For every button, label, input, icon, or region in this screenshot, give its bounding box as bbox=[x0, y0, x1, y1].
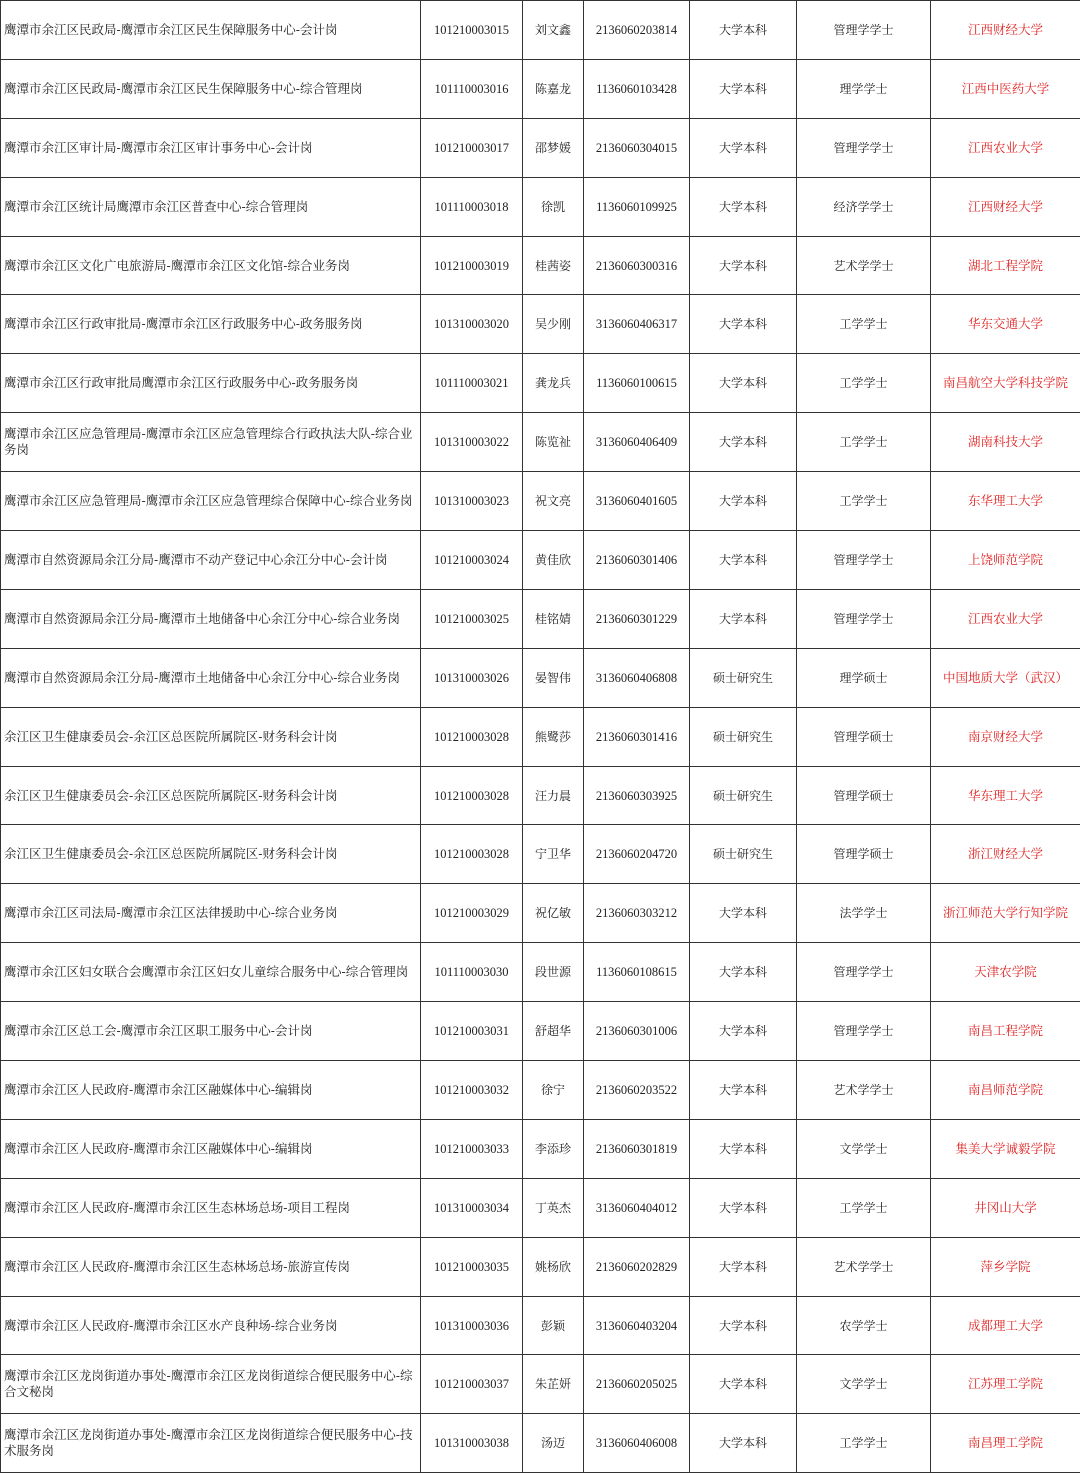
candidate-name-cell: 陈嘉龙 bbox=[523, 59, 584, 118]
education-cell: 大学本科 bbox=[690, 236, 797, 295]
position-cell: 鹰潭市余江区民政局-鹰潭市余江区民生保障服务中心-综合管理岗 bbox=[1, 59, 421, 118]
education-cell: 大学本科 bbox=[690, 589, 797, 648]
table-row bbox=[1, 1414, 1080, 1473]
position-code-cell: 101210003031 bbox=[421, 1002, 523, 1061]
exam-number-cell: 3136060406317 bbox=[584, 295, 690, 354]
position-cell: 余江区卫生健康委员会-余江区总医院所属院区-财务科会计岗 bbox=[1, 825, 421, 884]
table-row bbox=[1, 118, 1080, 177]
position-cell: 余江区卫生健康委员会-余江区总医院所属院区-财务科会计岗 bbox=[1, 766, 421, 825]
education-cell: 大学本科 bbox=[690, 531, 797, 590]
position-code-cell: 101210003032 bbox=[421, 1061, 523, 1120]
exam-number-cell: 2136060203814 bbox=[584, 1, 690, 60]
candidate-name-cell: 徐凯 bbox=[523, 177, 584, 236]
degree-cell: 艺术学学士 bbox=[797, 236, 931, 295]
candidate-name-cell: 吴少刚 bbox=[523, 295, 584, 354]
school-cell: 江西农业大学 bbox=[931, 118, 1080, 177]
table-row bbox=[1, 1237, 1080, 1296]
table-row bbox=[1, 1178, 1080, 1237]
school-cell: 南京财经大学 bbox=[931, 707, 1080, 766]
school-cell: 湖南科技大学 bbox=[931, 413, 1080, 472]
school-cell: 浙江财经大学 bbox=[931, 825, 1080, 884]
exam-number-cell: 2136060304015 bbox=[584, 118, 690, 177]
degree-cell: 艺术学学士 bbox=[797, 1237, 931, 1296]
position-cell: 鹰潭市余江区民政局-鹰潭市余江区民生保障服务中心-会计岗 bbox=[1, 1, 421, 60]
position-code-cell: 101210003029 bbox=[421, 884, 523, 943]
position-cell: 鹰潭市余江区审计局-鹰潭市余江区审计事务中心-会计岗 bbox=[1, 118, 421, 177]
candidate-name-cell: 刘文鑫 bbox=[523, 1, 584, 60]
exam-number-cell: 3136060406008 bbox=[584, 1414, 690, 1473]
table-row bbox=[1, 589, 1080, 648]
school-cell: 南昌航空大学科技学院 bbox=[931, 354, 1080, 413]
exam-number-cell: 3136060403204 bbox=[584, 1296, 690, 1355]
exam-number-cell: 2136060204720 bbox=[584, 825, 690, 884]
exam-number-cell: 1136060108615 bbox=[584, 943, 690, 1002]
position-code-cell: 101310003023 bbox=[421, 472, 523, 531]
exam-number-cell: 2136060202829 bbox=[584, 1237, 690, 1296]
position-code-cell: 101210003028 bbox=[421, 825, 523, 884]
table-row bbox=[1, 531, 1080, 590]
position-cell: 鹰潭市余江区行政审批局鹰潭市余江区行政服务中心-政务服务岗 bbox=[1, 354, 421, 413]
education-cell: 大学本科 bbox=[690, 472, 797, 531]
exam-number-cell: 2136060205025 bbox=[584, 1355, 690, 1414]
candidate-name-cell: 徐宁 bbox=[523, 1061, 584, 1120]
degree-cell: 艺术学学士 bbox=[797, 1061, 931, 1120]
school-cell: 华东交通大学 bbox=[931, 295, 1080, 354]
candidate-name-cell: 桂茜姿 bbox=[523, 236, 584, 295]
table-row bbox=[1, 648, 1080, 707]
exam-number-cell: 2136060303212 bbox=[584, 884, 690, 943]
table-row bbox=[1, 59, 1080, 118]
position-code-cell: 101110003018 bbox=[421, 177, 523, 236]
position-code-cell: 101210003037 bbox=[421, 1355, 523, 1414]
degree-cell: 工学学士 bbox=[797, 472, 931, 531]
position-code-cell: 101210003035 bbox=[421, 1237, 523, 1296]
education-cell: 大学本科 bbox=[690, 1296, 797, 1355]
position-cell: 鹰潭市余江区文化广电旅游局-鹰潭市余江区文化馆-综合业务岗 bbox=[1, 236, 421, 295]
position-cell: 鹰潭市余江区人民政府-鹰潭市余江区生态林场总场-旅游宣传岗 bbox=[1, 1237, 421, 1296]
position-cell: 鹰潭市余江区统计局鹰潭市余江区普查中心-综合管理岗 bbox=[1, 177, 421, 236]
candidate-name-cell: 祝文亮 bbox=[523, 472, 584, 531]
school-cell: 浙江师范大学行知学院 bbox=[931, 884, 1080, 943]
exam-number-cell: 2136060303925 bbox=[584, 766, 690, 825]
candidate-name-cell: 舒超华 bbox=[523, 1002, 584, 1061]
degree-cell: 工学学士 bbox=[797, 295, 931, 354]
degree-cell: 文学学士 bbox=[797, 1119, 931, 1178]
position-cell: 鹰潭市余江区人民政府-鹰潭市余江区融媒体中心-编辑岗 bbox=[1, 1119, 421, 1178]
table-row bbox=[1, 884, 1080, 943]
education-cell: 大学本科 bbox=[690, 1119, 797, 1178]
degree-cell: 管理学学士 bbox=[797, 1002, 931, 1061]
education-cell: 大学本科 bbox=[690, 1002, 797, 1061]
exam-number-cell: 1136060103428 bbox=[584, 59, 690, 118]
degree-cell: 管理学学士 bbox=[797, 1, 931, 60]
degree-cell: 农学学士 bbox=[797, 1296, 931, 1355]
education-cell: 大学本科 bbox=[690, 884, 797, 943]
school-cell: 上饶师范学院 bbox=[931, 531, 1080, 590]
position-cell: 鹰潭市自然资源局余江分局-鹰潭市土地储备中心余江分中心-综合业务岗 bbox=[1, 648, 421, 707]
candidate-name-cell: 黄佳欣 bbox=[523, 531, 584, 590]
candidate-name-cell: 邵梦媛 bbox=[523, 118, 584, 177]
school-cell: 萍乡学院 bbox=[931, 1237, 1080, 1296]
position-code-cell: 101310003036 bbox=[421, 1296, 523, 1355]
degree-cell: 管理学学士 bbox=[797, 943, 931, 1002]
exam-number-cell: 3136060401605 bbox=[584, 472, 690, 531]
position-code-cell: 101210003015 bbox=[421, 1, 523, 60]
school-cell: 江西中医药大学 bbox=[931, 59, 1080, 118]
position-code-cell: 101210003025 bbox=[421, 589, 523, 648]
position-cell: 余江区卫生健康委员会-余江区总医院所属院区-财务科会计岗 bbox=[1, 707, 421, 766]
table-row bbox=[1, 1002, 1080, 1061]
school-cell: 江西财经大学 bbox=[931, 1, 1080, 60]
table-row bbox=[1, 354, 1080, 413]
candidate-name-cell: 晏智伟 bbox=[523, 648, 584, 707]
position-code-cell: 101210003024 bbox=[421, 531, 523, 590]
table-row bbox=[1, 825, 1080, 884]
position-code-cell: 101310003038 bbox=[421, 1414, 523, 1473]
education-cell: 大学本科 bbox=[690, 59, 797, 118]
position-code-cell: 101310003034 bbox=[421, 1178, 523, 1237]
exam-number-cell: 1136060100615 bbox=[584, 354, 690, 413]
school-cell: 井冈山大学 bbox=[931, 1178, 1080, 1237]
position-code-cell: 101210003028 bbox=[421, 707, 523, 766]
degree-cell: 管理学硕士 bbox=[797, 707, 931, 766]
exam-number-cell: 2136060300316 bbox=[584, 236, 690, 295]
candidate-name-cell: 汤迈 bbox=[523, 1414, 584, 1473]
degree-cell: 工学学士 bbox=[797, 354, 931, 413]
exam-number-cell: 3136060406808 bbox=[584, 648, 690, 707]
candidate-name-cell: 朱芷妍 bbox=[523, 1355, 584, 1414]
education-cell: 大学本科 bbox=[690, 1414, 797, 1473]
table-row bbox=[1, 1296, 1080, 1355]
table-row bbox=[1, 413, 1080, 472]
position-code-cell: 101210003017 bbox=[421, 118, 523, 177]
position-code-cell: 101210003019 bbox=[421, 236, 523, 295]
education-cell: 大学本科 bbox=[690, 118, 797, 177]
school-cell: 东华理工大学 bbox=[931, 472, 1080, 531]
position-cell: 鹰潭市余江区龙岗街道办事处-鹰潭市余江区龙岗街道综合便民服务中心-综合文秘岗 bbox=[1, 1355, 421, 1414]
degree-cell: 法学学士 bbox=[797, 884, 931, 943]
position-cell: 鹰潭市余江区司法局-鹰潭市余江区法律援助中心-综合业务岗 bbox=[1, 884, 421, 943]
school-cell: 江西农业大学 bbox=[931, 589, 1080, 648]
degree-cell: 经济学学士 bbox=[797, 177, 931, 236]
position-cell: 鹰潭市余江区人民政府-鹰潭市余江区生态林场总场-项目工程岗 bbox=[1, 1178, 421, 1237]
exam-number-cell: 3136060406409 bbox=[584, 413, 690, 472]
education-cell: 大学本科 bbox=[690, 943, 797, 1002]
degree-cell: 工学学士 bbox=[797, 413, 931, 472]
school-cell: 华东理工大学 bbox=[931, 766, 1080, 825]
position-cell: 鹰潭市余江区龙岗街道办事处-鹰潭市余江区龙岗街道综合便民服务中心-技术服务岗 bbox=[1, 1414, 421, 1473]
table-row bbox=[1, 1061, 1080, 1120]
candidate-name-cell: 彭颖 bbox=[523, 1296, 584, 1355]
table-row bbox=[1, 943, 1080, 1002]
position-code-cell: 101110003016 bbox=[421, 59, 523, 118]
table-row bbox=[1, 236, 1080, 295]
position-cell: 鹰潭市自然资源局余江分局-鹰潭市土地储备中心余江分中心-综合业务岗 bbox=[1, 589, 421, 648]
degree-cell: 管理学硕士 bbox=[797, 766, 931, 825]
school-cell: 江苏理工学院 bbox=[931, 1355, 1080, 1414]
table-row bbox=[1, 1, 1080, 60]
school-cell: 天津农学院 bbox=[931, 943, 1080, 1002]
school-cell: 湖北工程学院 bbox=[931, 236, 1080, 295]
education-cell: 硕士研究生 bbox=[690, 648, 797, 707]
education-cell: 大学本科 bbox=[690, 413, 797, 472]
school-cell: 南昌工程学院 bbox=[931, 1002, 1080, 1061]
school-cell: 南昌师范学院 bbox=[931, 1061, 1080, 1120]
position-cell: 鹰潭市余江区应急管理局-鹰潭市余江区应急管理综合保障中心-综合业务岗 bbox=[1, 472, 421, 531]
candidate-name-cell: 丁英杰 bbox=[523, 1178, 584, 1237]
degree-cell: 工学学士 bbox=[797, 1414, 931, 1473]
degree-cell: 工学学士 bbox=[797, 1178, 931, 1237]
education-cell: 硕士研究生 bbox=[690, 707, 797, 766]
position-code-cell: 101110003030 bbox=[421, 943, 523, 1002]
degree-cell: 管理学学士 bbox=[797, 589, 931, 648]
school-cell: 南昌理工学院 bbox=[931, 1414, 1080, 1473]
exam-number-cell: 2136060301229 bbox=[584, 589, 690, 648]
candidate-name-cell: 熊鹭莎 bbox=[523, 707, 584, 766]
exam-number-cell: 2136060301819 bbox=[584, 1119, 690, 1178]
candidate-name-cell: 段世源 bbox=[523, 943, 584, 1002]
table-row bbox=[1, 766, 1080, 825]
candidate-name-cell: 龚龙兵 bbox=[523, 354, 584, 413]
exam-number-cell: 2136060301006 bbox=[584, 1002, 690, 1061]
degree-cell: 理学硕士 bbox=[797, 648, 931, 707]
position-code-cell: 101110003021 bbox=[421, 354, 523, 413]
table-row bbox=[1, 177, 1080, 236]
education-cell: 大学本科 bbox=[690, 295, 797, 354]
position-code-cell: 101310003020 bbox=[421, 295, 523, 354]
school-cell: 集美大学诚毅学院 bbox=[931, 1119, 1080, 1178]
position-code-cell: 101210003033 bbox=[421, 1119, 523, 1178]
position-cell: 鹰潭市余江区妇女联合会鹰潭市余江区妇女儿童综合服务中心-综合管理岗 bbox=[1, 943, 421, 1002]
candidate-name-cell: 祝亿敏 bbox=[523, 884, 584, 943]
school-cell: 成都理工大学 bbox=[931, 1296, 1080, 1355]
position-cell: 鹰潭市余江区总工会-鹰潭市余江区职工服务中心-会计岗 bbox=[1, 1002, 421, 1061]
education-cell: 大学本科 bbox=[690, 1061, 797, 1120]
exam-number-cell: 3136060404012 bbox=[584, 1178, 690, 1237]
degree-cell: 管理学学士 bbox=[797, 531, 931, 590]
exam-number-cell: 2136060301406 bbox=[584, 531, 690, 590]
candidate-name-cell: 陈览祉 bbox=[523, 413, 584, 472]
school-cell: 江西财经大学 bbox=[931, 177, 1080, 236]
table-row bbox=[1, 707, 1080, 766]
education-cell: 大学本科 bbox=[690, 177, 797, 236]
education-cell: 大学本科 bbox=[690, 1237, 797, 1296]
position-cell: 鹰潭市自然资源局余江分局-鹰潭市不动产登记中心余江分中心-会计岗 bbox=[1, 531, 421, 590]
exam-number-cell: 2136060301416 bbox=[584, 707, 690, 766]
education-cell: 大学本科 bbox=[690, 1, 797, 60]
degree-cell: 管理学硕士 bbox=[797, 825, 931, 884]
education-cell: 硕士研究生 bbox=[690, 766, 797, 825]
candidate-table-body bbox=[1, 1, 1080, 1473]
position-code-cell: 101310003022 bbox=[421, 413, 523, 472]
candidate-name-cell: 姚杨欣 bbox=[523, 1237, 584, 1296]
exam-number-cell: 1136060109925 bbox=[584, 177, 690, 236]
exam-number-cell: 2136060203522 bbox=[584, 1061, 690, 1120]
position-cell: 鹰潭市余江区行政审批局-鹰潭市余江区行政服务中心-政务服务岗 bbox=[1, 295, 421, 354]
degree-cell: 文学学士 bbox=[797, 1355, 931, 1414]
candidate-name-cell: 宁卫华 bbox=[523, 825, 584, 884]
table-row bbox=[1, 472, 1080, 531]
position-cell: 鹰潭市余江区人民政府-鹰潭市余江区融媒体中心-编辑岗 bbox=[1, 1061, 421, 1120]
candidate-name-cell: 李添珍 bbox=[523, 1119, 584, 1178]
education-cell: 大学本科 bbox=[690, 354, 797, 413]
position-code-cell: 101210003028 bbox=[421, 766, 523, 825]
position-code-cell: 101310003026 bbox=[421, 648, 523, 707]
school-cell: 中国地质大学（武汉） bbox=[931, 648, 1080, 707]
education-cell: 大学本科 bbox=[690, 1178, 797, 1237]
education-cell: 大学本科 bbox=[690, 1355, 797, 1414]
table-row bbox=[1, 295, 1080, 354]
table-row bbox=[1, 1355, 1080, 1414]
degree-cell: 管理学学士 bbox=[797, 118, 931, 177]
position-cell: 鹰潭市余江区应急管理局-鹰潭市余江区应急管理综合行政执法大队-综合业务岗 bbox=[1, 413, 421, 472]
table-row bbox=[1, 1119, 1080, 1178]
candidate-name-cell: 汪力晨 bbox=[523, 766, 584, 825]
candidate-name-cell: 桂铭婧 bbox=[523, 589, 584, 648]
degree-cell: 理学学士 bbox=[797, 59, 931, 118]
education-cell: 硕士研究生 bbox=[690, 825, 797, 884]
position-cell: 鹰潭市余江区人民政府-鹰潭市余江区水产良种场-综合业务岗 bbox=[1, 1296, 421, 1355]
